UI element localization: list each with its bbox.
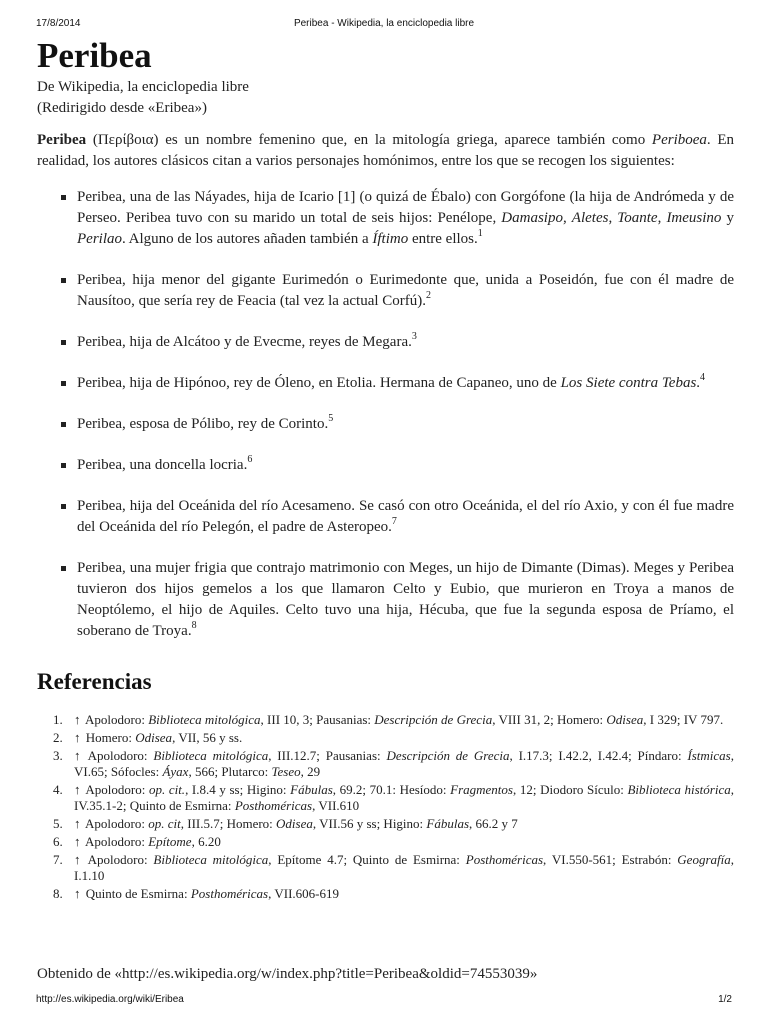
bullet-icon [61, 504, 66, 509]
entry-item [37, 414, 734, 435]
entry-text: , [608, 210, 618, 226]
reference-item [37, 816, 734, 832]
reference-work-title: Geografía [677, 852, 731, 867]
reference-work-title: Teseo [271, 764, 301, 779]
print-page-number: 1/2 [718, 994, 732, 1005]
intro-alt-name: Periboea [651, 132, 707, 148]
entry-text: , [562, 210, 572, 226]
article-content [37, 36, 734, 904]
citation-link[interactable]: 8 [191, 620, 197, 631]
reference-item [37, 886, 734, 902]
reference-work-title: Posthoméricas [190, 886, 269, 901]
reference-number: 7. [53, 852, 63, 867]
entry-text: Peribea, una mujer frigia que contrajo matrimonio con Meges, un hijo de Dimante (Dimas). Meges y Peribea tuvieron dos hijos gemelos a los que llamaron Celto y Eubio, que murieron en Troya a manos de Neoptólemo, el hijo de Aquiles. Celto tuvo una hija, Hécuba, que fue la segunda esposa de Príamo, el soberano de Troya. [77, 560, 734, 639]
reference-item [37, 712, 734, 728]
reference-text: , III.5.7; Homero: [180, 816, 277, 831]
reference-work-title: Descripción de Grecia [386, 748, 510, 763]
reference-text: , I 329; IV 797. [643, 712, 724, 727]
citation-link[interactable]: 2 [426, 290, 432, 301]
print-url: http://es.wikipedia.org/wiki/Eribea [36, 994, 184, 1005]
entry-item [37, 187, 734, 250]
reference-text: , VII.610 [312, 798, 360, 813]
reference-text: , 29 [300, 764, 321, 779]
entry-item [37, 270, 734, 312]
bullet-icon [61, 278, 66, 283]
reference-number: 1. [53, 712, 63, 727]
back-arrow-icon[interactable]: ↑ [74, 886, 81, 901]
print-header [36, 18, 732, 32]
reference-text: , IV.35.1-2; Quinto de Esmirna: [74, 782, 734, 813]
back-arrow-icon[interactable]: ↑ [74, 834, 81, 849]
bullet-icon [61, 340, 66, 345]
entry-text: Peribea, hija de Hipónoo, rey de Óleno, en Etolia. Hermana de Capaneo, uno de [77, 375, 561, 391]
entry-text: Peribea, esposa de Pólibo, rey de Corinto. [77, 416, 329, 432]
reference-work-title: Posthoméricas [234, 798, 313, 813]
entry-italic: Íftimo [372, 231, 409, 247]
reference-text: , I.8.4 y ss; Higino: [185, 782, 291, 797]
reference-work-title: Fábulas [426, 816, 470, 831]
reference-item [37, 748, 734, 780]
entry-italic: Perilao [77, 231, 122, 247]
reference-work-title: Biblioteca mitológica [153, 852, 269, 867]
reference-work-title: Biblioteca mitológica [153, 748, 269, 763]
bullet-icon [61, 381, 66, 386]
reference-text: , III.12.7; Pausanias: [268, 748, 387, 763]
reference-number: 6. [53, 834, 63, 849]
reference-number: 2. [53, 730, 63, 745]
reference-work-title: Descripción de Grecia [374, 712, 493, 727]
reference-work-title: Odisea [276, 816, 313, 831]
reference-text: , I.1.10 [74, 852, 734, 883]
reference-work-title: Biblioteca histórica [627, 782, 731, 797]
intro-text-1: es un nombre femenino que, en la mitología griega, aparece también como [158, 132, 652, 148]
reference-work-title: Ístmicas [687, 748, 731, 763]
reference-text: , VI.550-561; Estrabón: [543, 852, 678, 867]
entry-text: Peribea, hija de Alcátoo y de Evecme, reyes de Megara. [77, 334, 412, 350]
entry-text: , [657, 210, 667, 226]
reference-work-title: Fábulas [290, 782, 333, 797]
reference-work-title: Fragmentos [450, 782, 513, 797]
reference-text: , VIII 31, 2; Homero: [492, 712, 607, 727]
back-arrow-icon[interactable]: ↑ [74, 816, 81, 831]
back-arrow-icon[interactable]: ↑ [74, 730, 81, 745]
site-tagline: De Wikipedia, la enciclopedia libre [37, 79, 249, 95]
reference-text: , VII.606-619 [268, 886, 339, 901]
reference-text: , 69.2; 70.1: Hesíodo: [332, 782, 451, 797]
bullet-icon [61, 195, 66, 200]
reference-work-title: Posthoméricas [465, 852, 544, 867]
reference-work-title: Áyax [162, 764, 189, 779]
citation-link[interactable]: 3 [411, 331, 417, 342]
entry-italic: Los Siete contra Tebas [560, 375, 697, 391]
entry-text: entre ellos. [408, 231, 478, 247]
entry-italic: Damasipo [501, 210, 563, 226]
entries-list [37, 187, 734, 642]
print-footer [36, 994, 732, 1008]
bullet-icon [61, 566, 66, 571]
reference-text: Apolodoro: [82, 782, 149, 797]
intro-text-2: . En realidad, los autores clásicos citan a varios personajes homónimos, entre los que se recogen los siguientes: [37, 132, 734, 169]
reference-text: , 66.2 y 7 [469, 816, 518, 831]
entry-italic: Aletes [571, 210, 609, 226]
reference-text: Quinto de Esmirna: [82, 886, 191, 901]
bullet-icon [61, 463, 66, 468]
entry-text: . [696, 375, 701, 391]
reference-text: , 566; Plutarco: [188, 764, 272, 779]
bullet-icon [61, 422, 66, 427]
reference-number: 5. [53, 816, 63, 831]
reference-text: , VII.56 y ss; Higino: [312, 816, 427, 831]
reference-text: Apolodoro: [82, 852, 154, 867]
back-arrow-icon[interactable]: ↑ [74, 782, 81, 797]
entry-text: Peribea, una de las Náyades, hija de Icario [1] (o quizá de Ébalo) con Gorgófone (la hija de Andrómeda y de Perseo. Peribea tuvo con su marido un total de seis hijos: Penélope, [77, 189, 734, 226]
reference-work-title: op. cit. [148, 782, 186, 797]
citation-link[interactable]: 1 [477, 228, 483, 239]
reference-text: , III 10, 3; Pausanias: [260, 712, 375, 727]
print-date: 17/8/2014 [36, 18, 81, 29]
reference-text: Apolodoro: [82, 748, 154, 763]
intro-term: Peribea [37, 132, 87, 148]
reference-text: Apolodoro: [82, 816, 149, 831]
intro-paragraph [37, 130, 734, 172]
reference-work-title: Biblioteca mitológica [148, 712, 261, 727]
reference-text: , 6.20 [191, 834, 221, 849]
entry-italic: Toante [617, 210, 658, 226]
reference-item [37, 730, 734, 746]
references-heading: Referencias [37, 669, 152, 694]
back-arrow-icon[interactable]: ↑ [74, 712, 81, 727]
reference-text: , Epítome 4.7; Quinto de Esmirna: [268, 852, 466, 867]
references-list [37, 712, 734, 902]
reference-item [37, 852, 734, 884]
entry-text: Peribea, hija menor del gigante Eurimedón o Eurimedonte que, unida a Poseidón, fue con él madre de Nausítoo, que sería rey de Feacia (tal vez la actual Corfú). [77, 272, 734, 309]
entry-text: . Alguno de los autores añaden también a [122, 231, 373, 247]
back-arrow-icon[interactable]: ↑ [74, 748, 81, 763]
reference-text: , 12; Diodoro Sículo: [512, 782, 628, 797]
citation-link[interactable]: 5 [328, 413, 334, 424]
entry-item [37, 332, 734, 353]
reference-item [37, 834, 734, 850]
entry-item [37, 373, 734, 394]
entry-item [37, 558, 734, 642]
reference-text: , I.17.3; I.42.2, I.42.4; Píndaro: [509, 748, 688, 763]
entry-item [37, 455, 734, 476]
reference-work-title: op. cit [148, 816, 181, 831]
reference-text: Apolodoro: [82, 834, 149, 849]
entry-text: y [721, 210, 735, 226]
citation-link[interactable]: 7 [391, 516, 397, 527]
entry-italic: Imeusino [666, 210, 722, 226]
retrieved-from-note: Obtenido de «http://es.wikipedia.org/w/index.php?title=Peribea&oldid=74553039» [37, 966, 538, 982]
article-title: Peribea [37, 36, 152, 75]
citation-link[interactable]: 6 [247, 454, 253, 465]
reference-work-title: Epítome [148, 834, 192, 849]
intro-greek: (Περίβοια) [92, 132, 159, 148]
back-arrow-icon[interactable]: ↑ [74, 852, 81, 867]
reference-text: , VII, 56 y ss. [172, 730, 243, 745]
reference-item [37, 782, 734, 814]
entry-item [37, 496, 734, 538]
reference-text: Apolodoro: [82, 712, 149, 727]
reference-number: 3. [53, 748, 63, 763]
citation-link[interactable]: 4 [700, 372, 706, 383]
reference-work-title: Odisea [606, 712, 644, 727]
reference-number: 8. [53, 886, 63, 901]
print-page-title: Peribea - Wikipedia, la enciclopedia libre [293, 18, 475, 29]
reference-number: 4. [53, 782, 63, 797]
reference-text: , VI.65; Sófocles: [74, 748, 734, 779]
entry-text: Peribea, hija del Oceánida del río Acesameno. Se casó con otro Oceánida, el del río Axio, y con él fue madre del Oceánida del río Pelegón, el padre de Asteropeo. [77, 498, 734, 535]
reference-text: Homero: [82, 730, 136, 745]
entry-text: Peribea, una doncella locria. [77, 457, 248, 473]
redirect-note: (Redirigido desde «Eribea») [37, 100, 207, 116]
reference-work-title: Odisea [135, 730, 173, 745]
